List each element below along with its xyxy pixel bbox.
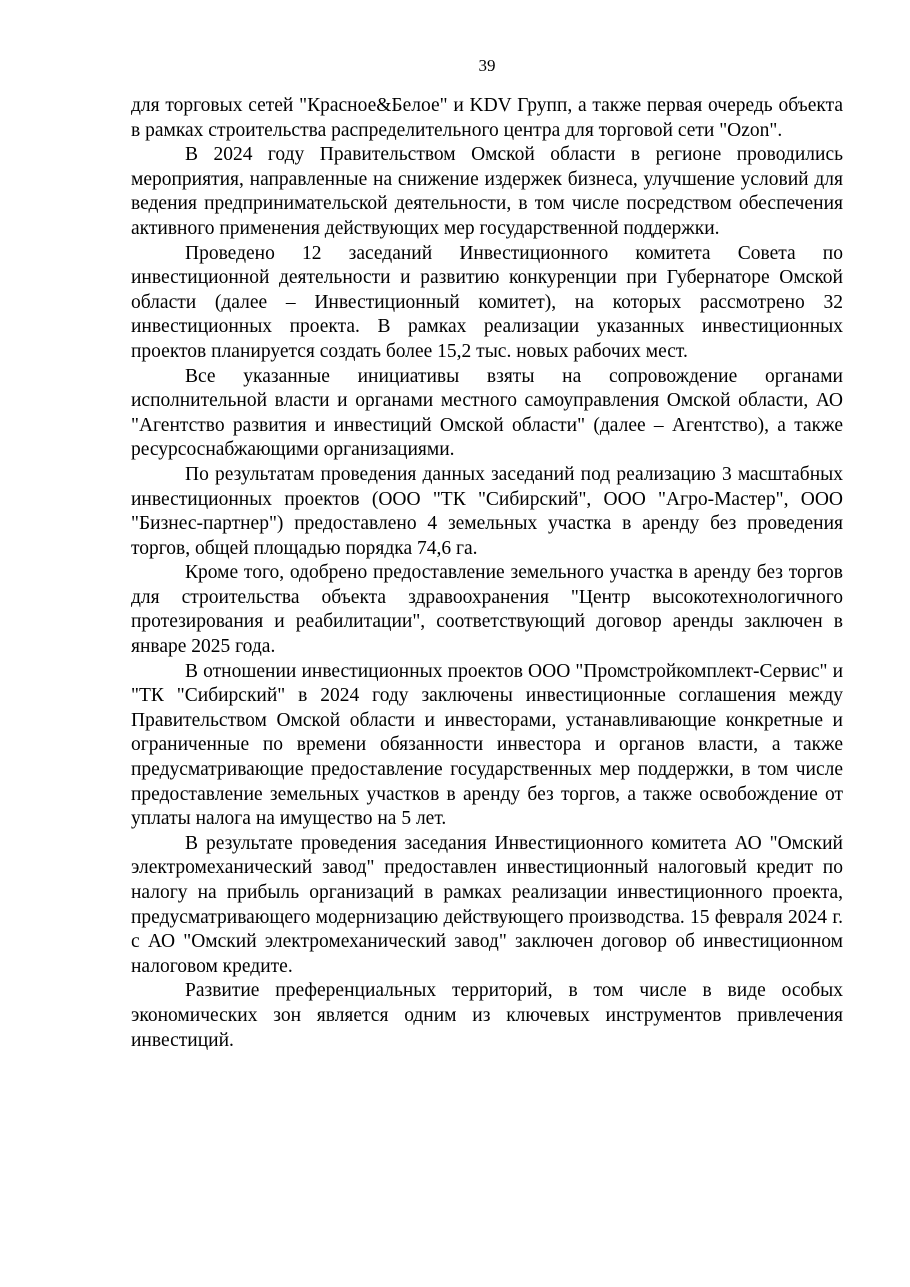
paragraph: Кроме того, одобрено предоставление земельного участка в аренду без торгов для строительства объекта здравоохранения "Центр высокотехнологичного протезирования и реабилитации", соответствующий договор аренды заключен в январе 2025 года. (131, 562, 843, 658)
paragraph: Все указанные инициативы взяты на сопровождение органами исполнительной власти и органами местного самоуправления Омской области, АО "Агентство развития и инвестиций Омской области" (далее – Агентство), а также ресурсоснабжающими организациями. (131, 365, 843, 461)
paragraph: В 2024 году Правительством Омской области в регионе проводились мероприятия, направленные на снижение издержек бизнеса, улучшение условий для ведения предпринимательской деятельности, в том числе посредством обеспечения активного применения действующих мер государственной поддержки. (131, 144, 843, 239)
page-number: 39 (478, 56, 496, 75)
paragraph: В результате проведения заседания Инвестиционного комитета АО "Омский электромеханический завод" предоставлен инвестиционный налоговый кредит по налогу на прибыль организаций в рамках реализации инвестиционного проекта, предусматривающего модернизацию действующего производства. 15 февраля 2024 г. с АО "Омский электромеханический завод" заключен договор об инвестиционном налоговом кредите. (131, 832, 843, 977)
paragraph: В отношении инвестиционных проектов ООО "Промстройкомплект-Сервис" и "ТК "Сибирский" в 2024 году заключены инвестиционные соглашения между Правительством Омской области и инвесторами, устанавливающие конкретные и ограниченные по времени обязанности инвестора и органов власти, а также предусматривающие предоставление государственных мер поддержки, в том числе предоставление земельных участков в аренду без торгов, а также освобождение от уплаты налога на имущество на 5 лет. (131, 660, 843, 830)
paragraph-continuation: для торговых сетей "Красное&Белое" и KDV Групп, а также первая очередь объекта в рамках строительства распределительного центра для торговой сети "Ozon". (131, 95, 843, 141)
paragraph: Проведено 12 заседаний Инвестиционного комитета Совета по инвестиционной деятельности и развитию конкуренции при Губернаторе Омской области (далее – Инвестиционный комитет), на которых рассмотрено 32 инвестиционных проекта. В рамках реализации указанных инвестиционных проектов планируется создать более 15,2 тыс. новых рабочих мест. (131, 242, 843, 362)
paragraph: Развитие преференциальных территорий, в том числе в виде особых экономических зон является одним из ключевых инструментов привлечения инвестиций. (131, 980, 843, 1051)
document-body (131, 94, 843, 1053)
paragraph: По результатам проведения данных заседаний под реализацию 3 масштабных инвестиционных проектов (ООО "ТК "Сибирский", ООО "Агро-Мастер", ООО "Бизнес-партнер") предоставлено 4 земельных участка в аренду без проведения торгов, общей площадью порядка 74,6 га. (131, 463, 843, 559)
